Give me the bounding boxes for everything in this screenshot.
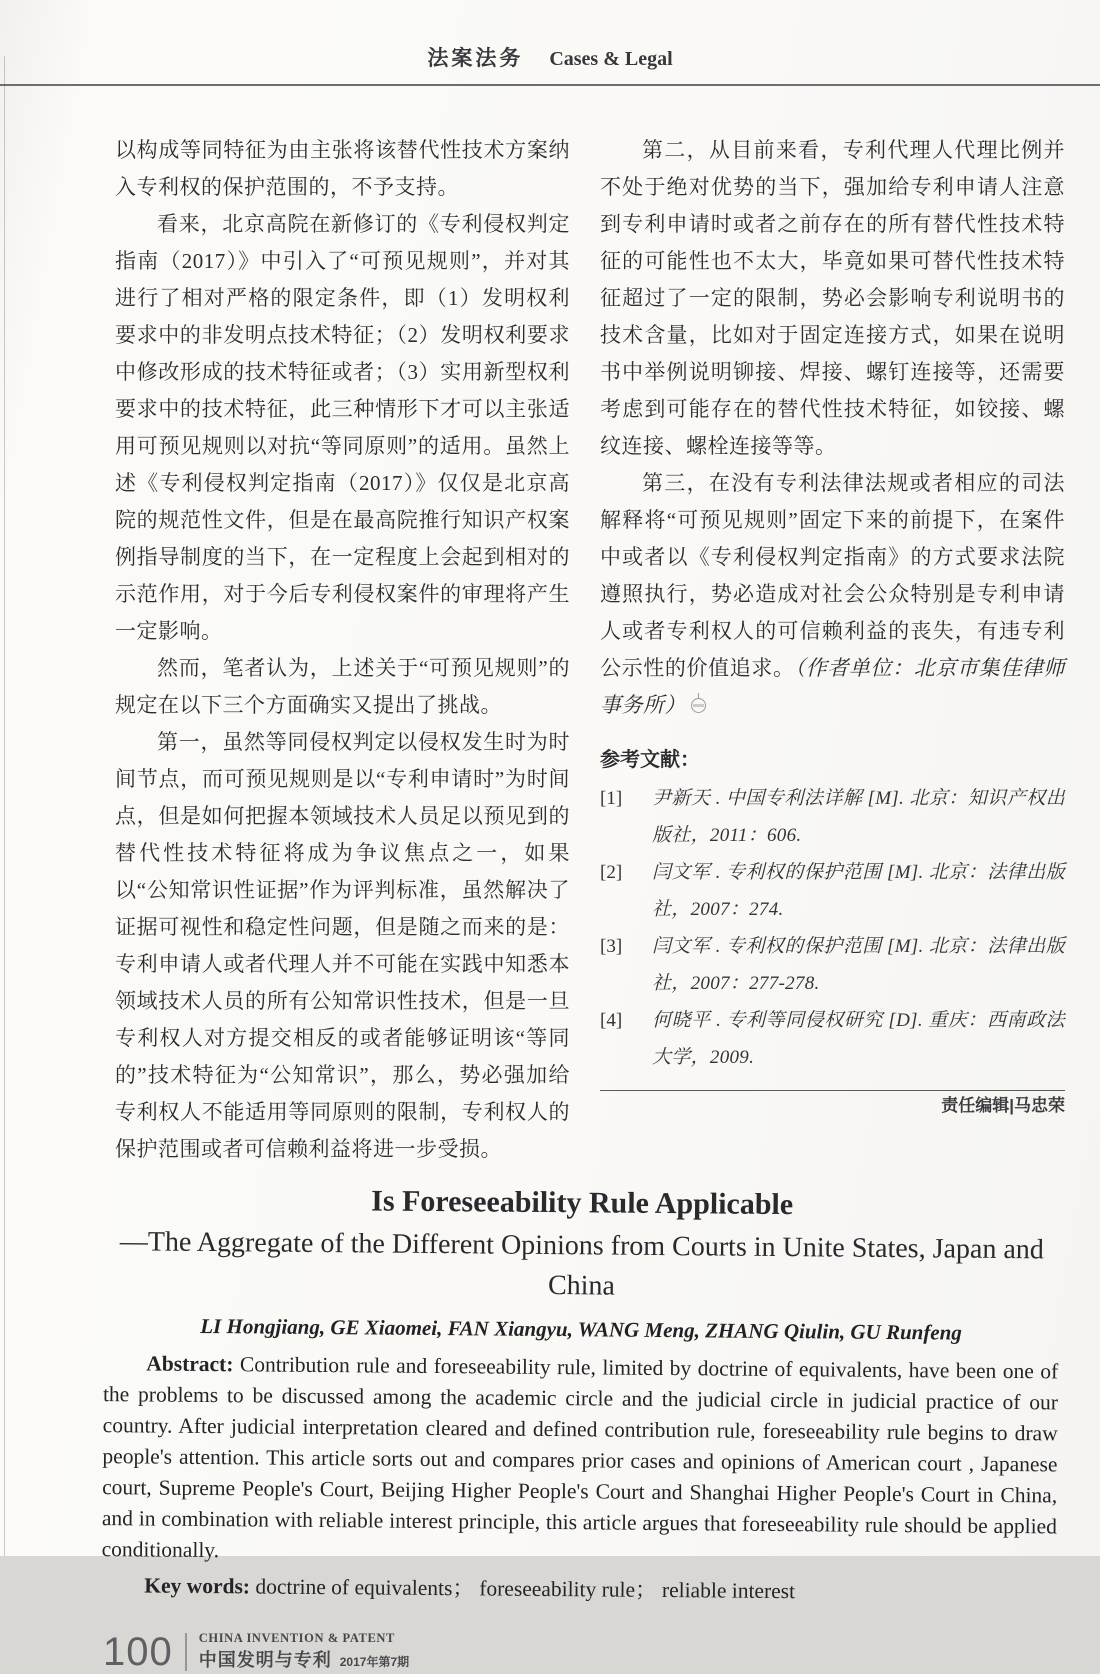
journal-zh-row [199,1646,409,1672]
reference-number: [3] [600,936,623,957]
reference-item [600,1002,1065,1076]
journal-name-en: CHINA INVENTION & PATENT [198,1631,395,1645]
article-body [0,86,1100,1168]
reference-text: 闫文军 . 专利权的保护范围 [M]. 北京：法律出版社，2007：274. [652,862,1065,920]
reference-item [600,928,1065,1002]
page-footer [103,1631,1100,1672]
paragraph-continuation: 以构成等同特征为由主张将该替代性技术方案纳入专利权的保护范围的，不予支持。 [115,138,570,199]
paragraph: 第二，从目前来看，专利代理人代理比例并不处于绝对优势的当下，强加给专利申请人注意到专利申请时或者之前存在的所有替代性技术特征的可能性也不太大，毕竟如果可替代性技术特征超过了一定的限制，势必会影响专利说明书的技术含量，比如对于固定连接方式，如果在说明书中举例说明铆接、焊接、螺钉连接等，还需要考虑到可能存在的替代性技术特征，如铰接、螺纹连接、螺栓连接等等。 [600,138,1065,458]
reference-number: [4] [600,1010,623,1031]
reference-text: 尹新天 . 中国专利法详解 [M]. 北京：知识产权出版社，2011：606. [652,788,1065,846]
english-subtitle: —The Aggregate of the Different Opinions from Courts in Unite States, Japan and China [119,1226,1044,1302]
abstract-label: Abstract: [146,1351,234,1377]
paragraph: 然而，笔者认为，上述关于“可预见规则”的规定在以下三个方面确实又提出了挑战。 [115,656,570,717]
footer-divider [185,1633,187,1671]
reference-text: 何晓平 . 专利等同侵权研究 [D]. 重庆：西南政法大学，2009. [652,1010,1065,1068]
section-title-en: Cases & Legal [549,48,673,70]
page-header [0,0,1100,72]
english-abstract-section [0,1163,1100,1610]
right-column [600,132,1065,1168]
keywords-label: Key words: [144,1573,251,1599]
paragraph-with-author-note [600,465,1065,724]
issue-label: 2017年第7期 [339,1655,410,1669]
paragraph: 看来，北京高院在新修订的《专利侵权判定指南（2017）》中引入了“可预见规则”，并对其进行了相对严格的限定条件，即（1）发明权利要求中的非发明点技术特征；（2）发明权利要求中修改形成的技术特征或者；（3）实用新型权利要求中的技术特征，此三种情形下才可以主张适用可预见规则以对抗“等同原则”的适用。虽然上述《专利侵权判定指南（2017）》仅仅是北京高院的规范性文件，但是在最高院推行知识产权案例指导制度的当下，在一定程度上会起到相对的示范作用，对于今后专利侵权案件的审理将产生一定影响。 [115,212,570,643]
page-number: 100 [103,1629,173,1674]
authors-line: LI Hongjiang, GE Xiaomei, FAN Xiangyu, WANG Meng, ZHANG Qiulin, GU Runfeng [200,1313,962,1345]
author-affiliation-note: （作者单位：北京市集佳律师事务所） [600,656,1066,717]
references [600,740,1065,1076]
abstract-text: Contribution rule and foreseeability rule, limited by doctrine of equivalents, have been one of the problems to be discussed among the academic circle and the judicial circle in judicial practice of our country. After judicial interpretation cleared and defined contribution rule, foreseeability rule begins to draw people's attention. This article sorts out and compares prior cases and opinions of American court , Japanese court, Supreme People's Court, Beijing Higher People's Court and Shanghai Higher People's Court in China, and in combination with reliable interest principle, this article argues that foreseeability rule should be applied conditionally. [101,1352,1059,1563]
keywords-text: doctrine of equivalents； foreseeability rule； reliable interest [249,1574,796,1604]
reference-item [600,854,1065,928]
journal-identity [199,1631,409,1672]
header-divider [0,84,1100,86]
paragraph: 第一，虽然等同侵权判定以侵权发生时为时间节点，而可预见规则是以“专利申请时”为时间点，但是如何把握本领域技术人员足以预见到的替代性技术特征将成为争议焦点之一，如果以“公知常识性证据”作为评判标准，虽然解决了证据可视性和稳定性问题，但是随之而来的是：专利申请人或者代理人并不可能在实践中知悉本领域技术人员的所有公知常识性技术，但是一旦专利权人对方提交相反的或者能够证明该“等同的”技术特征为“公知常识”，那么，势必强加给专利权人不能适用等同原则的限制，专利权人的保护范围或者可信赖利益将进一步受损。 [115,730,570,1161]
reference-text: 闫文军 . 专利权的保护范围 [M]. 北京：法律出版社，2007：277-278. [652,936,1065,994]
reference-number: [2] [600,862,623,883]
paragraph-text: 第三，在没有专利法律法规或者相应的司法解释将“可预见规则”固定下来的前提下，在案件中或者以《专利侵权判定指南》的方式要求法院遵照执行，势必造成对社会公众特别是专利申请人或者专利权人的可信赖利益的丧失，有违专利公示性的价值追求。 [600,471,1065,680]
editor-credit: 责任编辑|马忠荣 [941,1096,1065,1115]
end-of-article-icon [691,698,706,713]
reference-number: [1] [600,788,623,809]
reference-item [600,780,1065,854]
english-title: Is Foreseeability Rule Applicable [371,1184,794,1222]
journal-name-zh: 中国发明与专利 [198,1650,332,1670]
section-title-zh: 法案法务 [427,47,524,70]
abstract-paragraph [102,1348,1059,1573]
keywords-line [101,1569,1056,1609]
left-column [115,132,570,1168]
references-title: 参考文献： [600,749,700,771]
